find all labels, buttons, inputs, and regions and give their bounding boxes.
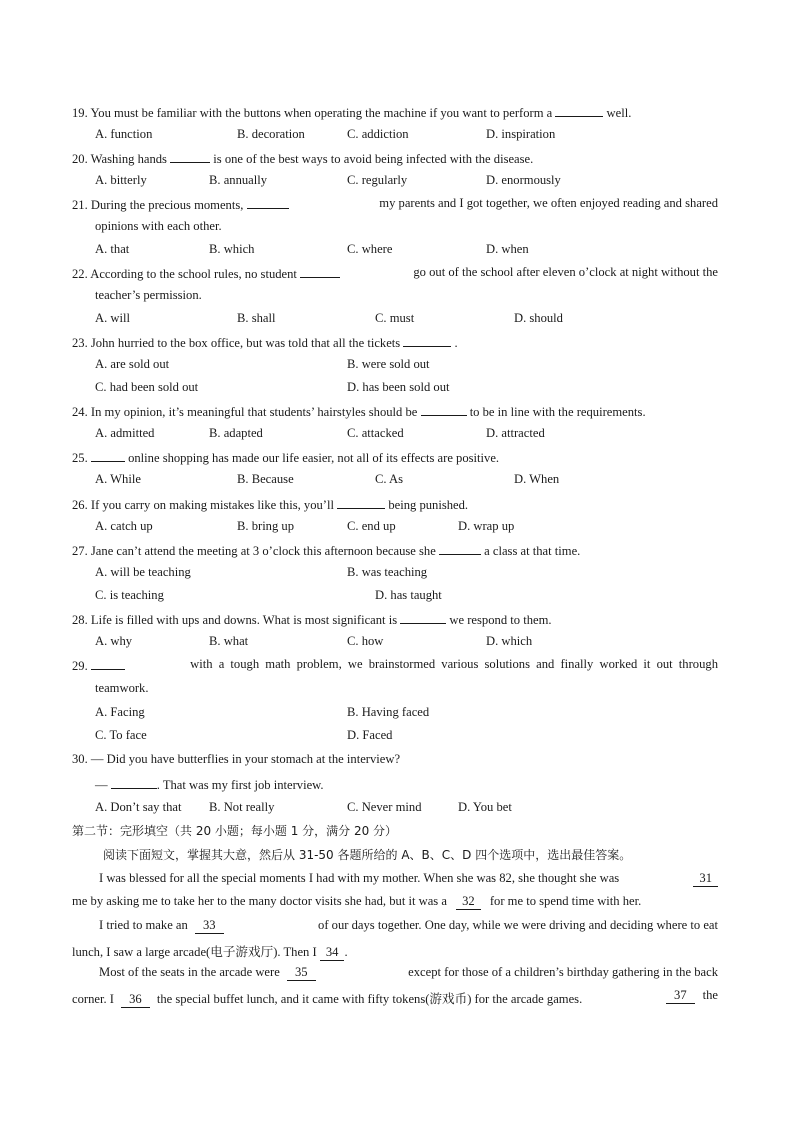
option-c: C. To face <box>95 728 147 742</box>
option-d: D. should <box>514 311 563 325</box>
passage-text: Most of the seats in the arcade were <box>99 965 280 979</box>
question-text: go out of the school after eleven o’clock at night without the <box>413 265 718 279</box>
question-text: In my opinion, it’s meaningful that students’ hairstyles should be <box>90 405 418 419</box>
option-b: B. Because <box>237 472 294 486</box>
question-text: my parents and I got together, we often enjoyed reading and shared <box>379 196 718 210</box>
passage-line <box>99 918 718 934</box>
question-text: online shopping has made our life easier, not all of its effects are positive. <box>128 451 500 465</box>
cloze-blank-37: 37 <box>666 988 695 1004</box>
question-26 <box>72 496 718 513</box>
question-text: . That was my first job interview. <box>156 778 324 792</box>
passage-line <box>99 965 718 981</box>
question-text: well. <box>606 106 632 120</box>
question-text: Life is filled with ups and downs. What is most significant is <box>90 613 398 627</box>
option-d: D. wrap up <box>458 519 515 533</box>
question-text: Washing hands <box>90 152 167 166</box>
question-text: — Did you have butterflies in your stomach at the interview? <box>90 752 401 766</box>
option-d: D. Faced <box>347 728 393 742</box>
option-a: A. will <box>95 311 130 325</box>
option-b: B. annually <box>209 173 268 187</box>
passage-text: of our days together. One day, while we were driving and deciding where to eat <box>318 918 718 932</box>
passage-line <box>99 871 718 887</box>
option-b: B. which <box>209 242 255 256</box>
option-a: A. catch up <box>95 519 153 533</box>
question-text: a class at that time. <box>484 544 581 558</box>
question-number: 23. <box>72 336 88 350</box>
option-a: A. that <box>95 242 130 256</box>
question-text: being punished. <box>388 498 469 512</box>
option-b: B. was teaching <box>347 565 428 579</box>
cloze-blank-33: 33 <box>195 918 224 934</box>
option-c: C. had been sold out <box>95 380 199 394</box>
question-continuation: opinions with each other. <box>95 219 222 233</box>
option-a: A. function <box>95 127 153 141</box>
answer-blank <box>170 150 210 163</box>
option-a: A. are sold out <box>95 357 170 371</box>
option-b: B. shall <box>237 311 276 325</box>
cloze-blank-34: 34 <box>320 945 345 961</box>
passage-text: corner. I <box>72 992 114 1006</box>
option-b: B. Not really <box>209 800 275 814</box>
option-c: C. addiction <box>347 127 409 141</box>
section-heading: 第二节：完形填空（共 20 小题；每小题 1 分，满分 20 分） <box>72 824 398 838</box>
option-c: C. must <box>375 311 415 325</box>
passage-text: the special buffet lunch, and it came with fifty tokens(游戏币) for the arcade games. <box>156 992 583 1006</box>
question-23 <box>72 334 718 351</box>
question-continuation: teamwork. <box>95 681 149 695</box>
option-a: A. Don’t say that <box>95 800 182 814</box>
cloze-blank-36: 36 <box>121 992 150 1008</box>
option-d: D. enormously <box>486 173 561 187</box>
passage-text: for me to spend time with her. <box>489 894 642 908</box>
option-b: B. Having faced <box>347 705 430 719</box>
answer-blank <box>400 611 446 624</box>
answer-blank <box>300 265 340 278</box>
question-text: we respond to them. <box>449 613 552 627</box>
option-d: D. which <box>486 634 533 648</box>
question-number: 29. <box>72 659 88 673</box>
section-instruction: 阅读下面短文，掌握其大意，然后从 31-50 各题所给的 A、B、C、D 四个选项中，选出最佳答案。 <box>103 848 632 862</box>
question-text: According to the school rules, no student <box>90 267 297 281</box>
question-number: 21. <box>72 198 88 212</box>
option-d: D. You bet <box>458 800 512 814</box>
option-c: C. where <box>347 242 393 256</box>
passage-text: lunch, I saw a large arcade(电子游戏厅). Then I <box>72 945 317 959</box>
cloze-blank-31: 31 <box>693 871 718 887</box>
option-d: D. has taught <box>375 588 442 602</box>
option-c: C. is teaching <box>95 588 164 602</box>
question-number: 19. <box>72 106 88 120</box>
question-text: Jane can’t attend the meeting at 3 o’clock this afternoon because she <box>90 544 436 558</box>
question-20 <box>72 150 718 167</box>
question-22 <box>72 265 718 282</box>
question-text: If you carry on making mistakes like this, you’ll <box>90 498 334 512</box>
question-19 <box>72 104 718 121</box>
option-c: C. how <box>347 634 384 648</box>
passage-line <box>72 894 718 910</box>
question-text: is one of the best ways to avoid being infected with the disease. <box>213 152 534 166</box>
answer-blank <box>337 496 385 509</box>
answer-blank <box>247 196 289 209</box>
passage-text: except for those of a children’s birthday gathering in the back <box>408 965 718 979</box>
answer-blank <box>403 334 451 347</box>
question-30 <box>72 752 718 767</box>
question-text: During the precious moments, <box>90 198 244 212</box>
passage-text: . <box>344 945 348 959</box>
question-text: John hurried to the box office, but was told that all the tickets <box>90 336 401 350</box>
question-number: 25. <box>72 451 88 465</box>
option-b: B. decoration <box>237 127 305 141</box>
question-25 <box>72 449 718 466</box>
question-continuation: teacher’s permission. <box>95 288 202 302</box>
option-b: B. bring up <box>237 519 295 533</box>
cloze-blank-35: 35 <box>287 965 316 981</box>
option-a: A. Facing <box>95 705 145 719</box>
answer-blank <box>91 657 125 670</box>
answer-blank <box>91 449 125 462</box>
passage-line <box>72 941 718 961</box>
option-a: A. will be teaching <box>95 565 191 579</box>
dialogue-dash: — <box>95 778 108 792</box>
option-c: C. attacked <box>347 426 404 440</box>
option-b: B. were sold out <box>347 357 430 371</box>
question-number: 28. <box>72 613 88 627</box>
question-29 <box>72 657 718 674</box>
option-b: B. what <box>209 634 249 648</box>
option-c: C. Never mind <box>347 800 422 814</box>
question-number: 20. <box>72 152 88 166</box>
cloze-blank-32: 32 <box>456 894 481 910</box>
option-d: D. when <box>486 242 529 256</box>
option-a: A. admitted <box>95 426 155 440</box>
question-text: You must be familiar with the buttons when operating the machine if you want to perform a <box>90 106 553 120</box>
passage-text: I tried to make an <box>99 918 188 932</box>
passage-text: the <box>702 988 718 1002</box>
answer-blank <box>555 104 603 117</box>
option-d: D. attracted <box>486 426 545 440</box>
question-text: with a tough math problem, we brainstormed various solutions and finally worked it out through <box>190 657 718 671</box>
option-a: A. While <box>95 472 141 486</box>
question-text: . <box>454 336 458 350</box>
question-number: 26. <box>72 498 88 512</box>
question-number: 22. <box>72 267 88 281</box>
passage-text: me by asking me to take her to the many doctor visits she had, but it was a <box>72 894 447 908</box>
option-d: D. has been sold out <box>347 380 450 394</box>
question-24 <box>72 403 718 420</box>
option-c: C. regularly <box>347 173 408 187</box>
option-d: D. inspiration <box>486 127 556 141</box>
question-number: 30. <box>72 752 88 766</box>
question-continuation <box>95 776 324 793</box>
question-27 <box>72 542 718 559</box>
question-28 <box>72 611 718 628</box>
option-a: A. bitterly <box>95 173 147 187</box>
option-c: C. As <box>375 472 403 486</box>
answer-blank <box>421 403 467 416</box>
answer-blank <box>111 776 157 789</box>
option-a: A. why <box>95 634 133 648</box>
option-b: B. adapted <box>209 426 263 440</box>
question-number: 24. <box>72 405 88 419</box>
question-21 <box>72 196 718 213</box>
option-d: D. When <box>514 472 560 486</box>
option-c: C. end up <box>347 519 396 533</box>
passage-text: I was blessed for all the special moments I had with my mother. When she was 82, she thought she was <box>99 871 620 885</box>
answer-blank <box>439 542 481 555</box>
question-text: to be in line with the requirements. <box>469 405 646 419</box>
question-number: 27. <box>72 544 88 558</box>
passage-line <box>72 988 718 1008</box>
